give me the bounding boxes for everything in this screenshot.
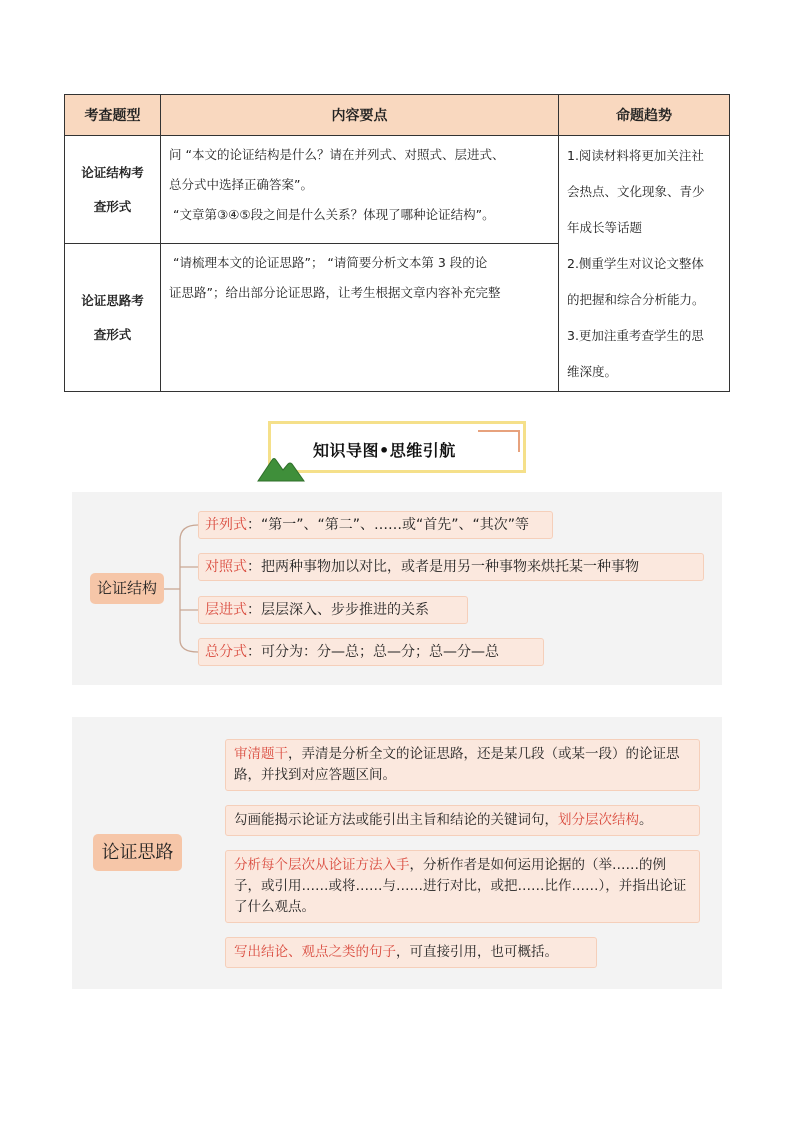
mindmap-root-structure: 论证结构: [90, 573, 164, 604]
trend-line: 3.更加注重考查学生的思: [567, 328, 704, 343]
node-text: 。: [639, 812, 653, 828]
node-text: ，弄清是分析全文的论证思路，还是某几段（或某一段）的论证思路，并找到对应答题区间。: [234, 746, 680, 783]
trend-line: 2.侧重学生对议论文整体: [567, 256, 704, 271]
mindmap-node-parallel: [198, 511, 553, 539]
header-trend: 命题趋势: [559, 95, 730, 136]
mindmap-node-general: [198, 638, 544, 666]
node-text: ：“第一”、“第二”、……或“首先”、“其次”等: [247, 517, 530, 533]
row-type-label: 论证结构考查形式: [81, 164, 144, 214]
node-key: 总分式: [205, 644, 247, 660]
node-text: ：可分为：分—总；总—分；总—分—总: [247, 644, 499, 660]
node-text: ，可直接引用，也可概括。: [396, 944, 558, 960]
header-content: 内容要点: [161, 95, 559, 136]
trend-line: 会热点、文化现象、青少: [567, 184, 705, 199]
trend-line: 的把握和综合分析能力。: [567, 292, 705, 307]
content-line: “文章第③④⑤段之间是什么关系？体现了哪种论证结构”。: [173, 207, 495, 222]
node-key: 审清题干: [234, 746, 288, 762]
content-line: 证思路”；给出部分论证思路，让考生根据文章内容补充完整: [169, 285, 501, 300]
mindmap-node-contrast: [198, 553, 704, 581]
content-line: 问 “本文的论证结构是什么？请在并列式、对照式、层进式、: [169, 147, 505, 162]
mindmap-node-divide-layers: [225, 805, 700, 836]
node-text: ：层层深入、步步推进的关系: [247, 602, 429, 618]
trend-line: 1.阅读材料将更加关注社: [567, 148, 704, 163]
mindmap-node-read-question: [225, 739, 700, 791]
node-text: 勾画能揭示论证方法或能引出主旨和结论的关键词句，: [234, 812, 558, 828]
trend-line: 维深度。: [567, 364, 618, 379]
mindmap-node-analyze-method: [225, 850, 700, 923]
trend-line: 年成长等话题: [567, 220, 643, 235]
node-key: 写出结论、观点之类的句子: [234, 944, 396, 960]
mindmap-root-thinking: 论证思路: [93, 834, 182, 871]
node-text: ：把两种事物加以对比，或者是用另一种事物来烘托某一种事物: [247, 559, 639, 575]
node-key: 并列式: [205, 517, 247, 533]
mindmap-node-progressive: [198, 596, 468, 624]
node-key: 分析每个层次从论证方法入手: [234, 857, 410, 873]
node-key: 层进式: [205, 602, 247, 618]
row-type-label: 论证思路考查形式: [81, 292, 144, 342]
header-type: 考查题型: [65, 95, 161, 136]
mindmap-node-write-conclusion: [225, 937, 597, 968]
node-key: 对照式: [205, 559, 247, 575]
content-line: 总分式中选择正确答案”。: [169, 177, 313, 192]
node-text: ，分析作者是如何运用论据的（举……的例子，或引用……或将……与……进行对比，或把……比作……），并指出论证了什么观点。: [234, 857, 687, 915]
banner-title: 知识导图•思维引航: [313, 441, 456, 460]
node-key: 划分层次结构: [558, 812, 639, 828]
content-line: “请梳理本文的论证思路”； “请简要分析文本第 3 段的论: [173, 255, 488, 270]
